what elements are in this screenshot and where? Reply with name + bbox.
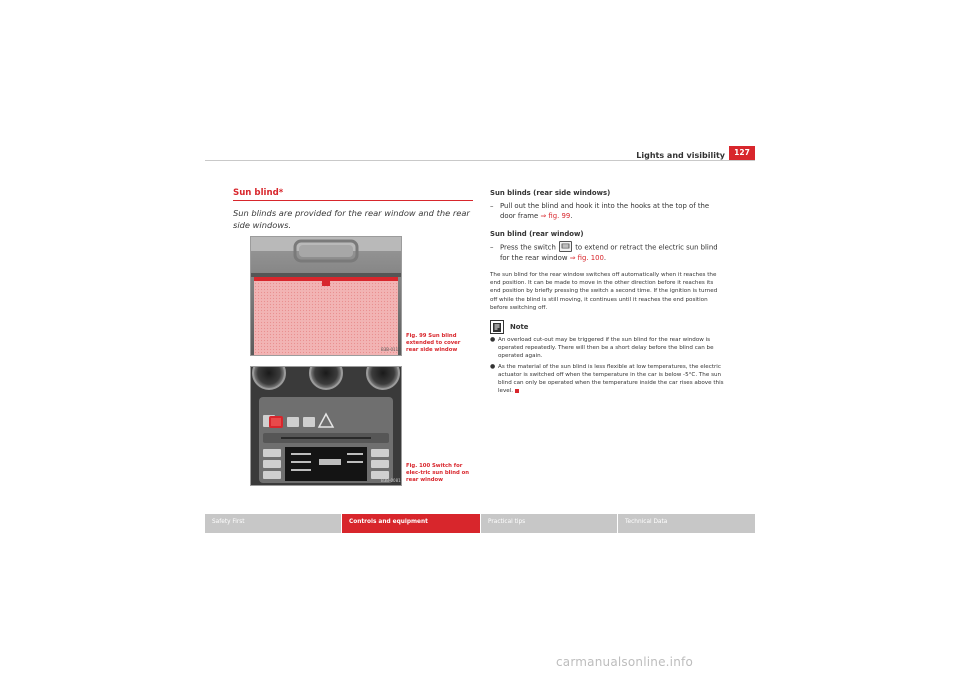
- step2-text-b: to extend or retract the electric sun blind for the rear window: [500, 243, 718, 262]
- fig-99-link[interactable]: ⇒ fig. 99: [540, 212, 571, 220]
- sun-blind-illustration: [251, 237, 401, 355]
- subhead-side-windows: Sun blinds (rear side windows): [490, 189, 611, 197]
- note-bullet: [490, 336, 725, 361]
- sun-blind-switch-icon: [559, 241, 572, 252]
- figure-caption-100: Fig. 100 Switch for elec-tric sun blind on rear window: [406, 463, 470, 484]
- note-icon: [490, 320, 504, 334]
- step2-text-a: Press the switch: [500, 243, 556, 252]
- step1-text: Pull out the blind and hook it into the hooks at the top of the door frame: [500, 202, 710, 220]
- bullet-dot: ●: [490, 336, 496, 344]
- figure-console-switch: [250, 366, 402, 486]
- bullet-dot: ●: [490, 362, 496, 370]
- tab-safety-first[interactable]: Safety First: [205, 514, 341, 533]
- step-rear-window: – Press the switch to extend or retract the electric sun blind for the rear window ⇒ fig. 100.: [490, 243, 718, 262]
- note-bullet-1: An overload cut-out may be triggered if the sun blind for the rear window is operated repeatedly. There will then be a short delay before the blind can be operated again.: [498, 337, 714, 360]
- figure-code: B3B-0112: [381, 347, 401, 352]
- note-bullet: [490, 363, 725, 396]
- tab-practical-tips[interactable]: Practical tips: [481, 514, 617, 533]
- header-rule: [205, 160, 755, 161]
- step-dash: –: [490, 243, 494, 251]
- note-header: [490, 320, 725, 334]
- page-number: 127: [729, 146, 755, 160]
- figure-sun-blind-photo: [250, 236, 402, 356]
- section-title: Lights and visibility: [636, 151, 725, 160]
- watermark: carmanualsonline.info: [556, 655, 693, 669]
- console-illustration: [251, 367, 401, 485]
- right-column: [490, 188, 725, 395]
- end-mark: [515, 389, 519, 393]
- step-side-windows: – Pull out the blind and hook it into the hooks at the top of the door frame ⇒ fig. 99.: [490, 202, 710, 220]
- info-paragraph: The sun blind for the rear window switches off automatically when it reaches the end position. It can be made to move in the other direction before it reaches its end position by briefly pressing the switch a second time. If the ignition is turned off while the blind is still moving, it continues until it reaches the end position before switching off.: [490, 272, 718, 311]
- heading-rule: [233, 200, 473, 201]
- figure-caption-99: Fig. 99 Sun blind extended to cover rear side window: [406, 333, 461, 354]
- figure-code: B3B-0081: [381, 478, 401, 483]
- tab-technical-data[interactable]: Technical Data: [618, 514, 755, 533]
- note-bullet-2: As the material of the sun blind is less flexible at low temperatures, the electric actuator is switched off when the temperature in the car is below -5°C. The sun blind can only be operated when the temperature inside the car rises above this level.: [498, 363, 724, 395]
- step-dash: –: [490, 202, 494, 210]
- section-heading: Sun blind*: [233, 188, 284, 198]
- subhead-rear-window: Sun blind (rear window): [490, 230, 584, 238]
- intro-text: Sun blinds are provided for the rear window and the rear side windows.: [233, 208, 470, 230]
- tab-controls-and-equipment[interactable]: Controls and equipment: [342, 514, 480, 533]
- fig-100-link[interactable]: ⇒ fig. 100: [569, 254, 604, 262]
- note-label: Note: [510, 323, 529, 332]
